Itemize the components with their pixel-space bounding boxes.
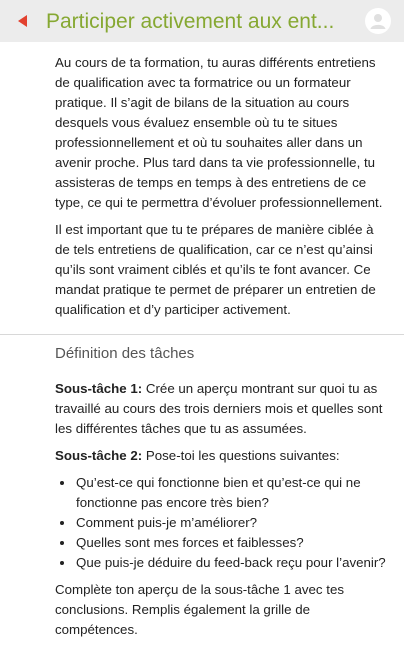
tasks-heading: Définition des tâches [55, 345, 195, 362]
task-2-label: Sous-tâche 2: [55, 448, 143, 463]
intro-paragraph-1: Au cours de ta formation, tu auras différents entretiens de qualification avec ta formatrice ou un formateur pratique. Il s’agit de bilans de la situation au cours desquels vous évaluez ensemble où tu te situes professionnellement et où tu souhaites aller dans un avenir proche. Plus tard dans ta vie professionnelle, tu assisteras de temps en temps à des entretiens de ce type, ce qui te permettra d’évoluer professionnellement. [55, 55, 383, 210]
list-item: • Qu’est-ce qui fonctionne bien et qu’est-ce qui ne fonctionne pas encore très bien? [75, 473, 392, 513]
tasks-section [0, 335, 404, 640]
back-arrow-icon [18, 15, 28, 27]
avatar-button[interactable] [365, 8, 391, 34]
page-title: Participer activement aux ent... [46, 9, 335, 33]
closing-paragraph: Complète ton aperçu de la sous-tâche 1 avec tes conclusions. Remplis également la grille de compétences. [55, 582, 345, 637]
back-button[interactable] [0, 0, 46, 42]
list-item: • Quelles sont mes forces et faiblesses? [75, 533, 392, 553]
list-item: • Comment puis-je m’améliorer? [75, 513, 392, 533]
app-header [0, 0, 404, 42]
task-1 [55, 379, 392, 439]
intro-paragraph-2: Il est important que tu te prépares de manière ciblée à de tels entretiens de qualification, car ce n’est qu’ainsi qu’ils sont vraiment ciblés et qu’ils te font avancer. Ce mandat pratique te permet de préparer un entretien de qualification et d’y participer activement. [55, 222, 376, 317]
task-1-label: Sous-tâche 1: [55, 381, 143, 396]
intro-section [0, 42, 404, 320]
content-area [0, 42, 404, 647]
questions-list [55, 473, 392, 573]
user-avatar-icon [369, 12, 387, 30]
list-item: • Que puis-je déduire du feed-back reçu pour l’avenir? [75, 553, 392, 573]
task-2-text: Pose-toi les questions suivantes: [142, 448, 340, 463]
task-1-text: Crée un aperçu montrant sur quoi tu as travaillé au cours des trois derniers mois et quelles sont les différentes tâches que tu as assumées. [55, 381, 383, 436]
task-2 [55, 446, 392, 466]
